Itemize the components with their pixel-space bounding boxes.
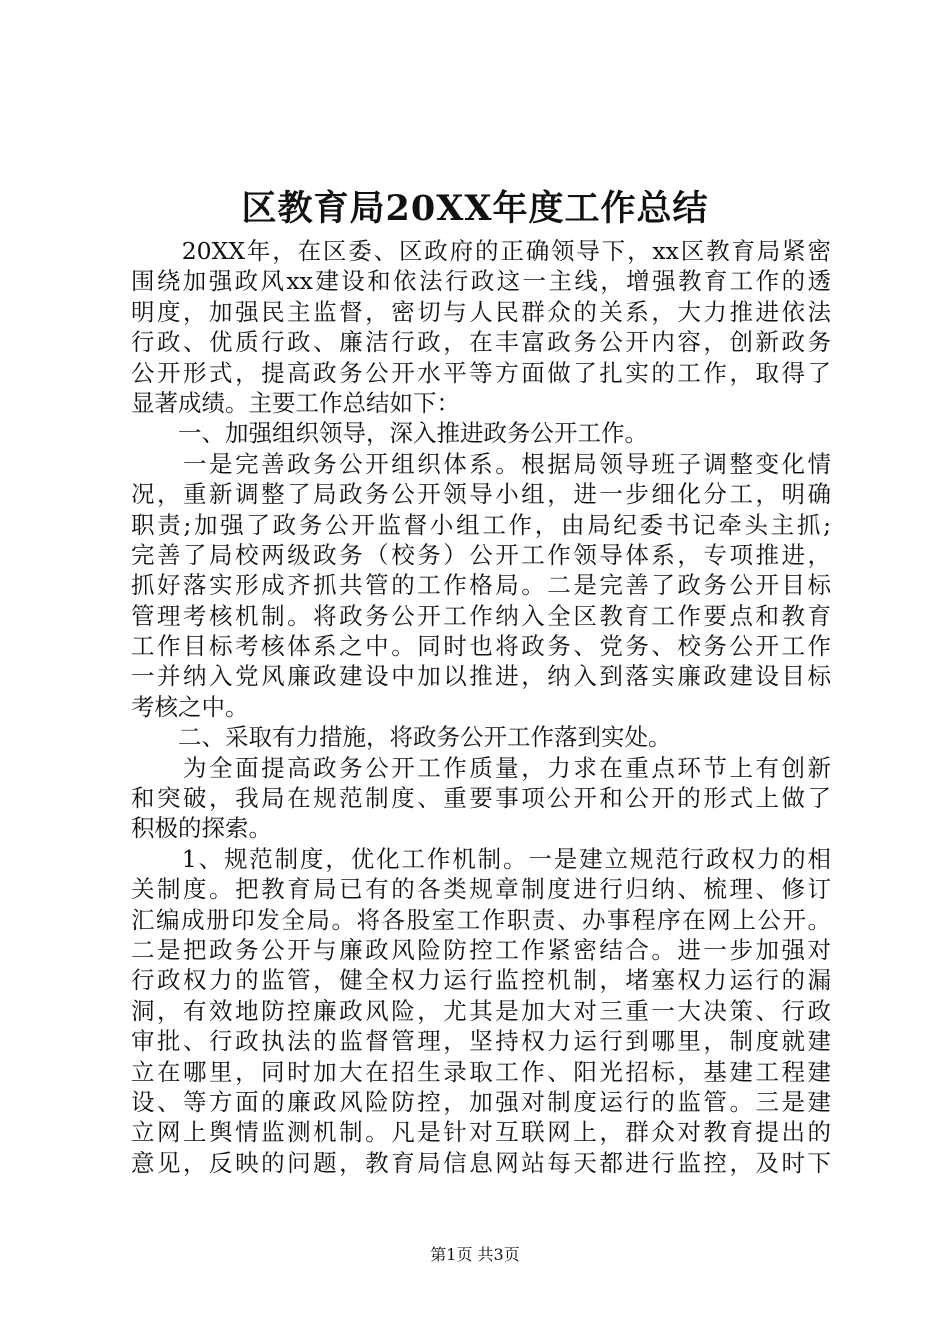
- text-line: 工作目标考核体系之中。同时也将政务、党务、校务公开工作: [131, 632, 831, 661]
- text-line: 20XX年，在区委、区政府的正确领导下，xx区教育局紧密: [131, 237, 831, 265]
- page-number: 第1页 共3页: [430, 1245, 520, 1264]
- text-line: 职责;加强了政务公开监督小组工作，由局纪委书记牵头主抓;: [131, 510, 831, 539]
- text-line: 设、等方面的廉政风险防控，加强对制度运行的监管。三是建: [131, 1087, 831, 1116]
- text-line: 考核之中。: [131, 692, 249, 721]
- text-line: 一是完善政务公开组织体系。根据局领导班子调整变化情: [131, 449, 831, 478]
- document-body: [131, 236, 831, 1178]
- text-line: 况，重新调整了局政务公开领导小组，进一步细化分工，明确: [131, 480, 831, 509]
- text-line: 汇编成册印发全局。将各股室工作职责、办事程序在网上公开。: [131, 905, 831, 934]
- text-line: 明度，加强民主监督，密切与人民群众的关系，大力推进依法: [131, 297, 831, 326]
- section-heading: 一、加强组织领导，深入推进政务公开工作。: [131, 419, 648, 448]
- text-line: 公开形式，提高政务公开水平等方面做了扎实的工作，取得了: [131, 358, 831, 387]
- text-line: 行政权力的监管，健全权力运行监控机制，堵塞权力运行的漏: [131, 966, 831, 995]
- text-line: 积极的探索。: [131, 814, 272, 843]
- section-heading: 二、采取有力措施，将政务公开工作落到实处。: [131, 723, 672, 752]
- text-line: 抓好落实形成齐抓共管的工作格局。二是完善了政务公开目标: [131, 571, 831, 600]
- text-line: 立网上舆情监测机制。凡是针对互联网上，群众对教育提出的: [131, 1118, 831, 1147]
- text-line: 完善了局校两级政务（校务）公开工作领导体系，专项推进，: [131, 540, 831, 569]
- text-line: 围绕加强政风xx建设和依法行政这一主线，增强教育工作的透: [131, 267, 831, 296]
- text-line: 洞，有效地防控廉政风险，尤其是加大对三重一大决策、行政: [131, 996, 831, 1025]
- text-line: 和突破，我局在规范制度、重要事项公开和公开的形式上做了: [131, 784, 831, 813]
- text-line: 1、规范制度，优化工作机制。一是建立规范行政权力的相: [131, 844, 831, 873]
- text-line: 二是把政务公开与廉政风险防控工作紧密结合。进一步加强对: [131, 935, 831, 964]
- text-line: 一并纳入党风廉政建设中加以推进，纳入到落实廉政建设目标: [131, 662, 831, 691]
- text-line: 为全面提高政务公开工作质量，力求在重点环节上有创新: [131, 753, 831, 782]
- text-line: 显著成绩。主要工作总结如下：: [131, 388, 460, 417]
- text-line: 审批、行政执法的监督管理，坚持权力运行到哪里，制度就建: [131, 1027, 831, 1056]
- text-line: 关制度。把教育局已有的各类规章制度进行归纳、梳理、修订: [131, 875, 831, 904]
- document-title: 区教育局20XX年度工作总结: [241, 188, 709, 229]
- text-line: 行政、优质行政、廉洁行政，在丰富政务公开内容，创新政务: [131, 328, 831, 357]
- text-line: 意见，反映的问题，教育局信息网站每天都进行监控，及时下: [131, 1148, 831, 1177]
- text-line: 立在哪里，同时加大在招生录取工作、阳光招标，基建工程建: [131, 1057, 831, 1086]
- text-line: 管理考核机制。将政务公开工作纳入全区教育工作要点和教育: [131, 601, 831, 630]
